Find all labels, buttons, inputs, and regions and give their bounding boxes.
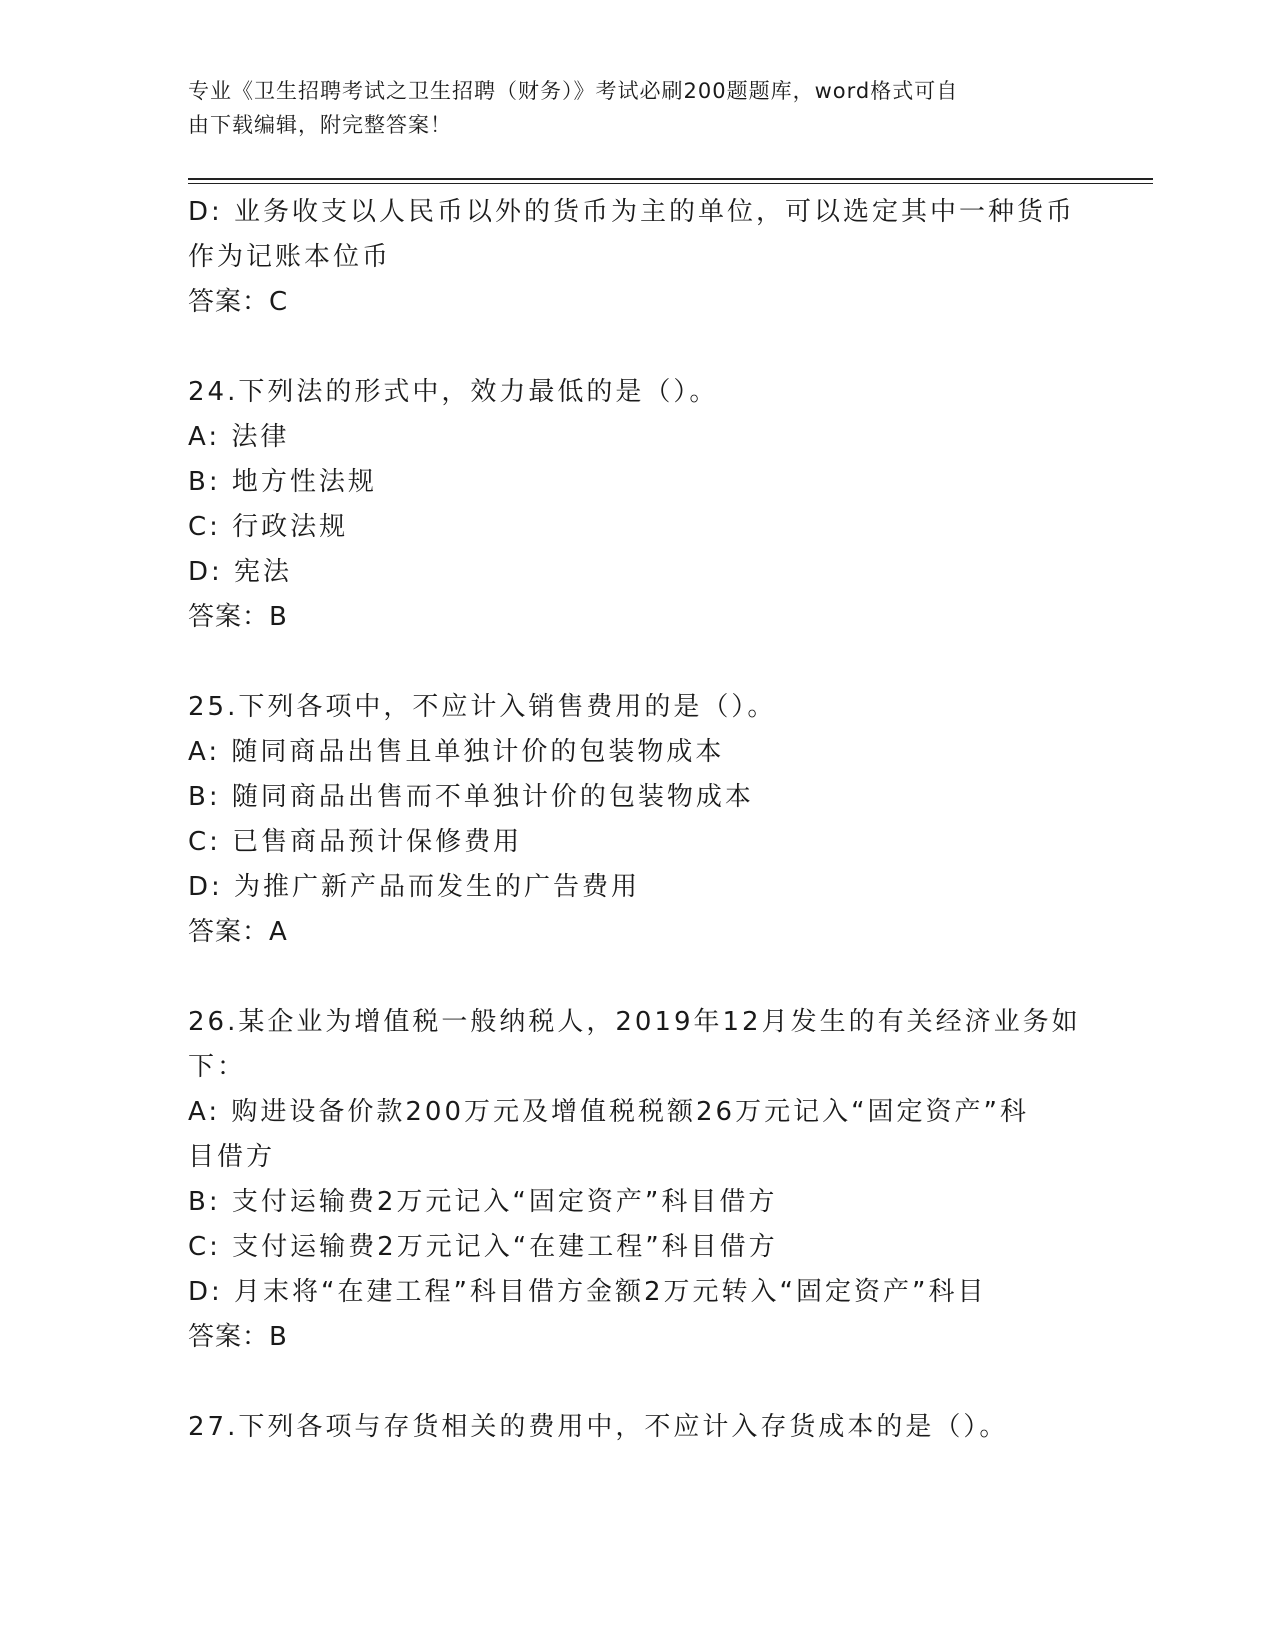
answer: 答案：B xyxy=(188,602,288,632)
answer: 答案：C xyxy=(188,287,289,317)
document-header xyxy=(188,74,1068,142)
question-stem: 24.下列法的形式中，效力最低的是（）。 xyxy=(188,377,719,407)
question-25 xyxy=(188,685,1088,955)
option-a: A: 随同商品出售且单独计价的包装物成本 xyxy=(188,737,725,767)
option-c: C: 支付运输费2万元记入“在建工程”科目借方 xyxy=(188,1232,778,1262)
option-a-continued: 目借方 xyxy=(188,1142,276,1172)
question-list xyxy=(188,190,1088,1450)
question-stem: 27.下列各项与存货相关的费用中，不应计入存货成本的是（）。 xyxy=(188,1412,1009,1442)
spacer xyxy=(188,1360,1088,1405)
question-27 xyxy=(188,1405,1088,1450)
question-stem: 25.下列各项中，不应计入销售费用的是（）。 xyxy=(188,692,777,722)
option-d: D: 宪法 xyxy=(188,557,293,587)
option-d: D: 为推广新产品而发生的广告费用 xyxy=(188,872,641,902)
option-b: B: 随同商品出售而不单独计价的包装物成本 xyxy=(188,782,754,812)
option-a: A: 购进设备价款200万元及增值税税额26万元记入“固定资产”科 xyxy=(188,1097,1030,1127)
option-a: A: 法律 xyxy=(188,422,290,452)
option-b: B: 地方性法规 xyxy=(188,467,377,497)
question-24 xyxy=(188,370,1088,640)
option-d: D: 业务收支以人民币以外的货币为主的单位，可以选定其中一种货币 xyxy=(188,197,1076,227)
option-b: B: 支付运输费2万元记入“固定资产”科目借方 xyxy=(188,1187,778,1217)
option-d-continued: 作为记账本位币 xyxy=(188,242,392,272)
question-23-tail xyxy=(188,190,1088,325)
option-d: D: 月末将“在建工程”科目借方金额2万元转入“固定资产”科目 xyxy=(188,1277,987,1307)
spacer xyxy=(188,640,1088,685)
spacer xyxy=(188,955,1088,1000)
answer: 答案：A xyxy=(188,917,288,947)
header-line-1: 专业《卫生招聘考试之卫生招聘（财务）》考试必刷200题题库，word格式可自 xyxy=(188,79,959,103)
header-rule-thin xyxy=(188,183,1153,184)
option-c: C: 已售商品预计保修费用 xyxy=(188,827,523,857)
header-line-2: 由下载编辑，附完整答案！ xyxy=(188,113,452,137)
option-c: C: 行政法规 xyxy=(188,512,349,542)
answer: 答案：B xyxy=(188,1322,288,1352)
question-stem: 26.某企业为增值税一般纳税人，2019年12月发生的有关经济业务如 xyxy=(188,1007,1081,1037)
question-stem-continued: 下： xyxy=(188,1052,247,1082)
header-rule-thick xyxy=(188,178,1153,180)
question-26 xyxy=(188,1000,1088,1360)
spacer xyxy=(188,325,1088,370)
